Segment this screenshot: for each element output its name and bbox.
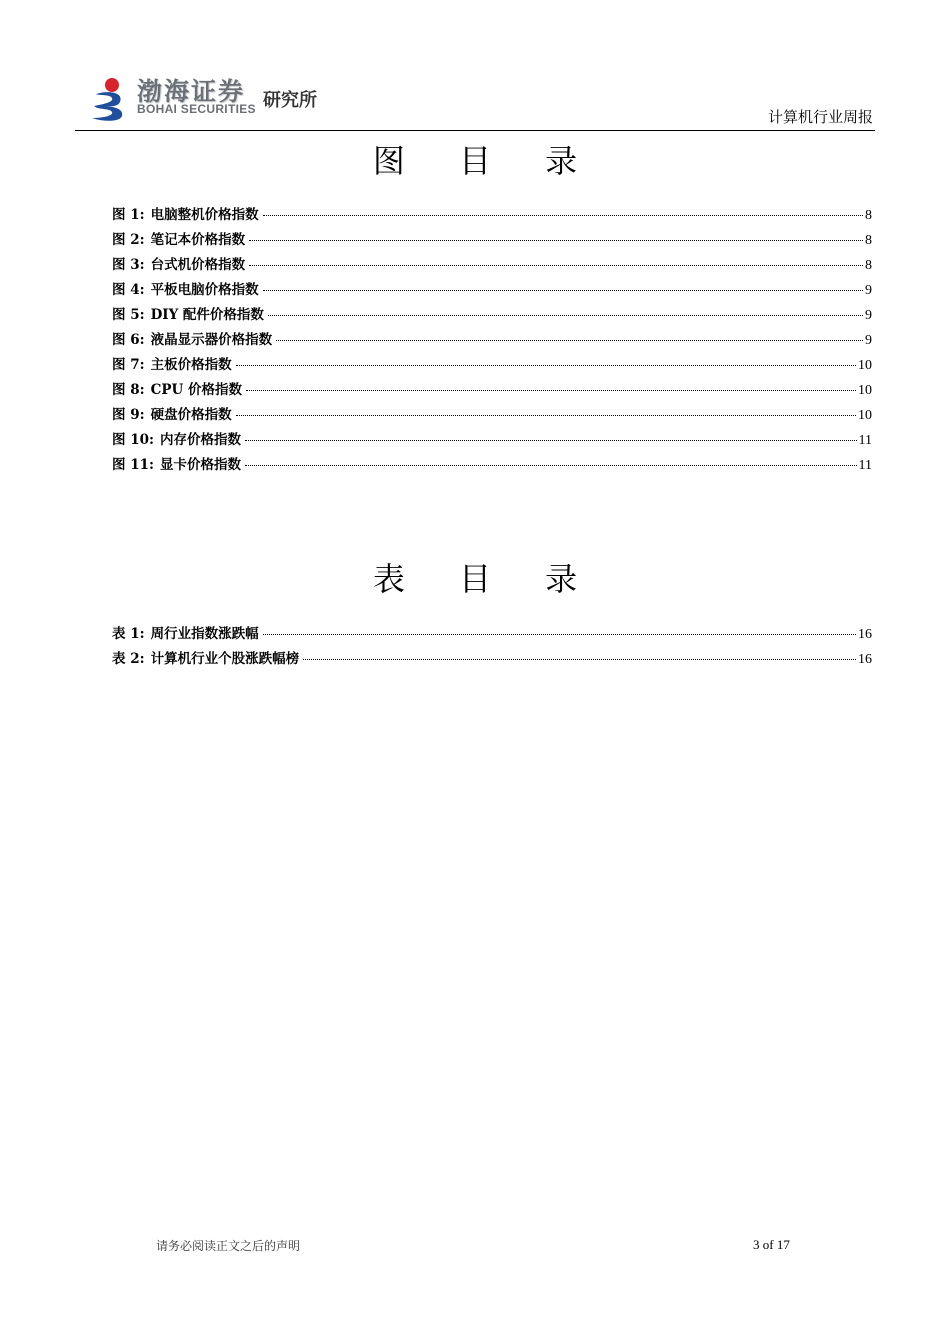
toc-entry-text: 液晶显示器价格指数: [150, 332, 273, 348]
toc-entry-label: [112, 453, 241, 473]
toc-entry-label: [112, 622, 259, 642]
toc-dot-leader: [276, 339, 863, 341]
toc-entry-number: 图 9:: [112, 407, 145, 423]
toc-entry-page: 10: [858, 358, 872, 373]
toc-entry-text: 台式机价格指数: [150, 257, 246, 273]
toc-entry-page: 10: [858, 408, 872, 423]
toc-entry-label: [112, 353, 232, 373]
toc-entry-label: [112, 203, 259, 223]
footer-page-info: 3 of 17: [753, 1237, 790, 1252]
toc-entry[interactable]: [112, 203, 872, 228]
toc-entry-label: [112, 403, 232, 423]
toc-entry-label: [112, 647, 299, 667]
toc-entry-number: 图 4:: [112, 282, 145, 298]
toc-entry[interactable]: [112, 378, 872, 403]
toc-entry-label: [112, 278, 259, 298]
toc-entry-number: 图 1:: [112, 207, 145, 223]
toc-entry-label: [112, 428, 241, 448]
toc-dot-leader: [263, 289, 863, 291]
toc-entry-page: 9: [865, 333, 872, 348]
toc-entry-label: [112, 328, 272, 348]
toc-entry-number: 图 10:: [112, 432, 154, 448]
toc-entry-page: 9: [865, 308, 872, 323]
toc-entry-page: 11: [858, 458, 872, 473]
toc-entry-page: 8: [865, 258, 872, 273]
toc-entry-number: 图 8:: [112, 382, 145, 398]
toc-entry-page: 10: [858, 383, 872, 398]
toc-entry[interactable]: [112, 278, 872, 303]
toc-entry-number: 表 2:: [112, 651, 145, 667]
tables-toc-list: [112, 622, 872, 672]
toc-dot-leader: [268, 314, 863, 316]
toc-entry-text: 笔记本价格指数: [150, 232, 246, 248]
toc-entry-number: 图 2:: [112, 232, 145, 248]
toc-dot-leader: [245, 439, 857, 441]
toc-entry-number: 图 5:: [112, 307, 145, 323]
toc-entry[interactable]: [112, 453, 872, 478]
bohai-logo-icon: [90, 76, 130, 122]
footer-disclaimer: 请务必阅读正文之后的声明: [156, 1239, 301, 1253]
logo-english-name: BOHAI SECURITIES: [137, 102, 256, 116]
toc-entry-label: [112, 378, 242, 398]
toc-entry-page: 8: [865, 233, 872, 248]
logo-chinese-name: 渤海证券: [137, 77, 246, 106]
toc-entry-text: 内存价格指数: [159, 432, 241, 448]
toc-entry-page: 9: [865, 283, 872, 298]
toc-entry-text: 周行业指数涨跌幅: [150, 626, 259, 642]
figures-toc-list: [112, 203, 872, 478]
toc-entry-page: 16: [858, 627, 872, 642]
toc-entry-label: [112, 228, 245, 248]
toc-entry-text: 计算机行业个股涨跌幅榜: [150, 651, 300, 667]
toc-entry[interactable]: [112, 353, 872, 378]
toc-entry-text: 平板电脑价格指数: [150, 282, 259, 298]
toc-entry-label: [112, 253, 245, 273]
tables-toc-title: 表 目 录: [372, 560, 600, 598]
toc-entry[interactable]: [112, 253, 872, 278]
toc-entry-page: 16: [858, 652, 872, 667]
toc-entry-text: 硬盘价格指数: [150, 407, 232, 423]
toc-dot-leader: [303, 658, 856, 660]
toc-entry-page: 11: [858, 433, 872, 448]
toc-dot-leader: [246, 389, 856, 391]
toc-entry-number: 图 6:: [112, 332, 145, 348]
toc-entry[interactable]: [112, 328, 872, 353]
toc-entry-number: 表 1:: [112, 626, 145, 642]
institute-name: 研究所: [263, 90, 317, 111]
toc-dot-leader: [236, 364, 856, 366]
toc-entry[interactable]: [112, 303, 872, 328]
toc-entry-number: 图 11:: [112, 457, 154, 473]
toc-entry-label: [112, 303, 264, 323]
toc-dot-leader: [236, 414, 856, 416]
toc-entry[interactable]: [112, 622, 872, 647]
figures-toc-title: 图 目 录: [372, 142, 600, 180]
toc-entry-text: 电脑整机价格指数: [150, 207, 259, 223]
toc-entry-text: DIY 配件价格指数: [150, 307, 264, 323]
toc-dot-leader: [263, 633, 856, 635]
report-type: 计算机行业周报: [767, 108, 873, 126]
toc-entry[interactable]: [112, 428, 872, 453]
toc-dot-leader: [245, 464, 857, 466]
toc-entry-page: 8: [865, 208, 872, 223]
toc-entry-number: 图 3:: [112, 257, 145, 273]
toc-entry-text: 主板价格指数: [150, 357, 232, 373]
toc-entry-number: 图 7:: [112, 357, 145, 373]
toc-entry-text: 显卡价格指数: [159, 457, 241, 473]
toc-entry-text: CPU 价格指数: [150, 382, 242, 398]
toc-entry[interactable]: [112, 403, 872, 428]
toc-entry[interactable]: [112, 647, 872, 672]
toc-dot-leader: [249, 264, 863, 266]
toc-dot-leader: [249, 239, 863, 241]
toc-entry[interactable]: [112, 228, 872, 253]
page-header: [75, 68, 875, 131]
toc-dot-leader: [263, 214, 863, 216]
